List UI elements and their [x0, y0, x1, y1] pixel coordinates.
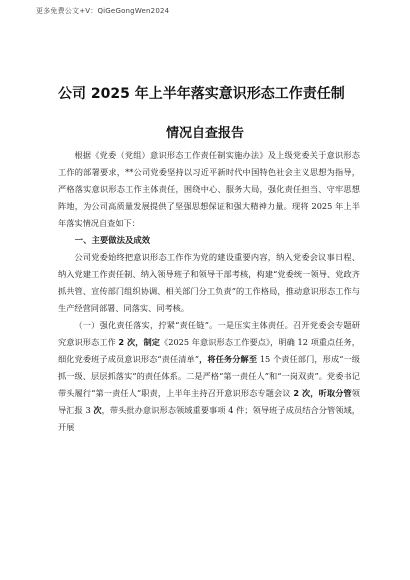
- text-run: 15 个责任部门，形成“一级抓一级、层层抓落实”的责任体系。二是严格“第一责任人”和“一岗双责”。党委书记带头履行“第一责任人”职责，上半年主持召开意识形态专题会议: [58, 354, 360, 398]
- body-paragraph: 公司党委始终把意识形态工作作为党的建设重要内容，纳入党委会议事日程、纳入党建工作责任制、纳入领导班子和领导干部考核，构建“党委统一领导、党政齐抓共管、宣传部门组织协调、相关部门分工负责”的工作格局，推动意识形态工作与生产经营同部署、同落实、同考核。: [58, 252, 360, 313]
- text-run: ，带头批办意识形态领域重要事项 4 件；领导班子成员结合分管领域，开展: [58, 405, 360, 432]
- bold-run: 次: [93, 405, 102, 415]
- bold-run: 2 次，制定: [118, 337, 160, 347]
- bold-run: 2 次，听取分管: [293, 388, 352, 398]
- section-heading: 一、主要做法及成效: [74, 235, 151, 245]
- document-body: [58, 147, 360, 436]
- body-paragraph-responsibility: [58, 317, 360, 436]
- text-run: 《2025 年意识形态工作要点》，明确 12 项重点任务，细化党委班子成员意识形态“责任清单”: [58, 337, 360, 364]
- bold-run: ，将任务分解至: [199, 354, 258, 364]
- watermark-header: 更多免费公文+V：QiGeGongWen2024: [36, 7, 170, 15]
- text-run: （一）强化责任落实，拧紧“责任链”。一是压实主体责任。召开党委会专题研究意识形态工作: [58, 320, 360, 347]
- text-run: 领导汇报 3: [58, 388, 360, 415]
- document-subtitle: 情况自查报告: [165, 126, 244, 141]
- intro-paragraph: 根据《党委（党组）意识形态工作责任制实施办法》及上级党委关于意识形态工作的部署要求，**公司党委坚持以习近平新时代中国特色社会主义思想为指导，严格落实意识形态工作主体责任，围绕中心、服务大局，强化责任担当、守牢思想阵地，为公司高质量发展提供了坚强思想保证和强大精神力量。现将 2025 年上半年落实情况自查如下：: [58, 150, 360, 228]
- document-title: 公司 2025 年上半年落实意识形态工作责任制: [58, 86, 345, 102]
